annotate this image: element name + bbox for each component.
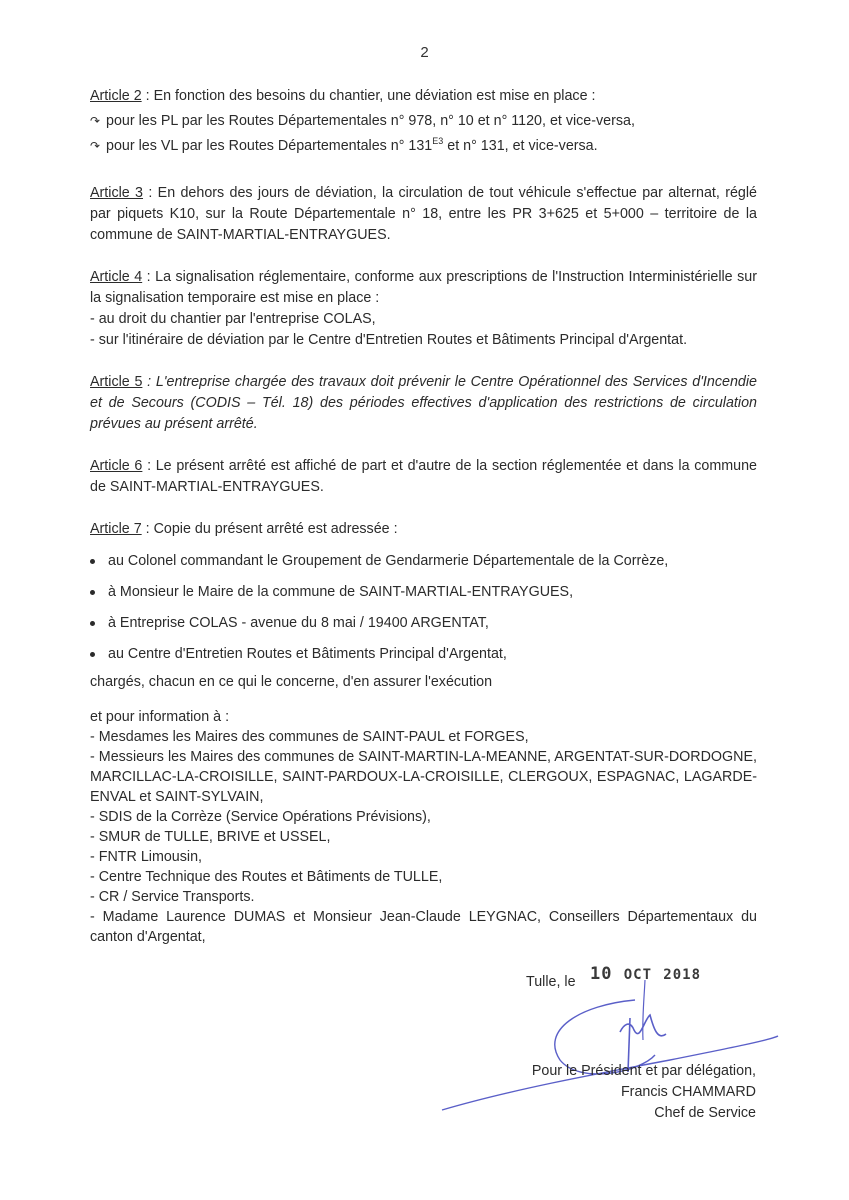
document-body [90, 86, 757, 947]
stamp-year: 2018 [663, 967, 701, 983]
list-item: au Centre d'Entretien Routes et Bâtiments Principal d'Argentat, [90, 639, 757, 670]
article-7-intro-line [90, 519, 757, 540]
arrow-icon: ↷ [90, 139, 101, 153]
article-3 [90, 183, 757, 246]
recipient-list [90, 546, 757, 670]
information-item: - Centre Technique des Routes et Bâtiments de TULLE, [90, 869, 443, 885]
article-6 [90, 456, 757, 498]
information-item: - Mesdames les Maires des communes de SAINT-PAUL et FORGES, [90, 729, 529, 745]
bullet-icon [90, 590, 95, 595]
information-intro: et pour information à : [90, 709, 230, 725]
stamp-month: OCT [623, 967, 653, 983]
page-number: 2 [420, 44, 429, 61]
article-7-charged: chargés, chacun en ce qui le concerne, d'en assurer l'exécution [90, 674, 493, 690]
article-6-text: : Le présent arrêté est affiché de part et d'autre de la section réglementée et dans la commune de SAINT-MARTIAL-ENTRAYGUES. [90, 458, 757, 495]
article-7 [90, 519, 757, 693]
article-6-title: Article 6 [90, 458, 143, 474]
signatory-role: Chef de Service [654, 1105, 756, 1121]
arrow-icon: ↷ [90, 114, 101, 128]
information-item: - SDIS de la Corrèze (Service Opérations Prévisions), [90, 809, 431, 825]
bullet-icon [90, 559, 95, 564]
article-3-text: : En dehors des jours de déviation, la circulation de tout véhicule s'effectue par alternat, réglé par piquets K10, sur la Route Départementale n° 18, entre les PR 3+625 et 5+000 – territoire de la commune de SAINT-MARTIAL-ENTRAYGUES. [90, 185, 757, 243]
route-superscript: E3 [432, 136, 444, 147]
article-2-title: Article 2 [90, 88, 142, 104]
information-item: - FNTR Limousin, [90, 849, 203, 865]
article-5-text: : L'entreprise chargée des travaux doit prévenir le Centre Opérationnel des Services d'Incendie et de Secours (CODIS – Tél. 18) des périodes effectives d'application des restrictions de circulation prévues au présent arrêté. [90, 374, 757, 432]
article-3-title: Article 3 [90, 185, 144, 201]
stamp-day: 10 [590, 964, 613, 984]
article-2 [90, 86, 757, 157]
article-2-line-vl: ↷ pour les VL par les Routes Départementales n° $131^{E3}$ et n° 131, et vice-versa. [90, 136, 757, 157]
signature-place: Tulle, le [526, 974, 576, 990]
information-item: - SMUR de TULLE, BRIVE et USSEL, [90, 829, 331, 845]
signature-delegation: Pour le Président et par délégation, [531, 1063, 756, 1079]
article-4 [90, 267, 757, 351]
handwritten-signature [430, 960, 849, 1160]
article-7-title: Article 7 [90, 521, 142, 537]
article-4-item: - sur l'itinéraire de déviation par le Centre d'Entretien Routes et Bâtiments Principal d'Argentat. [90, 332, 688, 348]
article-2-intro-line [90, 86, 757, 107]
article-5 [90, 372, 757, 435]
signatory-name: Francis CHAMMARD [620, 1084, 756, 1100]
information-item: - Messieurs les Maires des communes de SAINT-MARTIN-LA-MEANNE, ARGENTAT-SUR-DORDOGNE, MARCILLAC-LA-CROISILLE, SAINT-PARDOUX-LA-CROISILLE, CLERGOUX, ESPAGNAC, LAGARDE-ENVAL et SAINT-SYLVAIN, [90, 749, 757, 805]
article-5-title: Article 5 [90, 374, 143, 390]
date-stamp [590, 964, 701, 984]
article-2-intro: : En fonction des besoins du chantier, une déviation est mise en place : [141, 88, 596, 104]
article-2-line-pl: ↷ pour les PL par les Routes Départementales n° 978, n° 10 et n° 1120, et vice-versa, [90, 111, 757, 132]
article-4-title: Article 4 [90, 269, 143, 285]
list-item: au Colonel commandant le Groupement de Gendarmerie Départementale de la Corrèze, [90, 546, 757, 577]
article-4-text: : La signalisation réglementaire, conforme aux prescriptions de l'Instruction Interministérielle sur la signalisation temporaire est mise en place : [90, 269, 757, 306]
bullet-icon [90, 652, 95, 657]
list-item: à Monsieur le Maire de la commune de SAINT-MARTIAL-ENTRAYGUES, [90, 577, 757, 608]
signature-block [430, 960, 849, 1160]
information-item: - Madame Laurence DUMAS et Monsieur Jean-Claude LEYGNAC, Conseillers Départementaux du canton d'Argentat, [90, 909, 757, 945]
article-4-item: - au droit du chantier par l'entreprise COLAS, [90, 311, 376, 327]
article-7-intro: : Copie du présent arrêté est adressée : [141, 521, 398, 537]
information-item: - CR / Service Transports. [90, 889, 255, 905]
information-block [90, 707, 757, 947]
bullet-icon [90, 621, 95, 626]
list-item: à Entreprise COLAS - avenue du 8 mai / 19400 ARGENTAT, [90, 608, 757, 639]
